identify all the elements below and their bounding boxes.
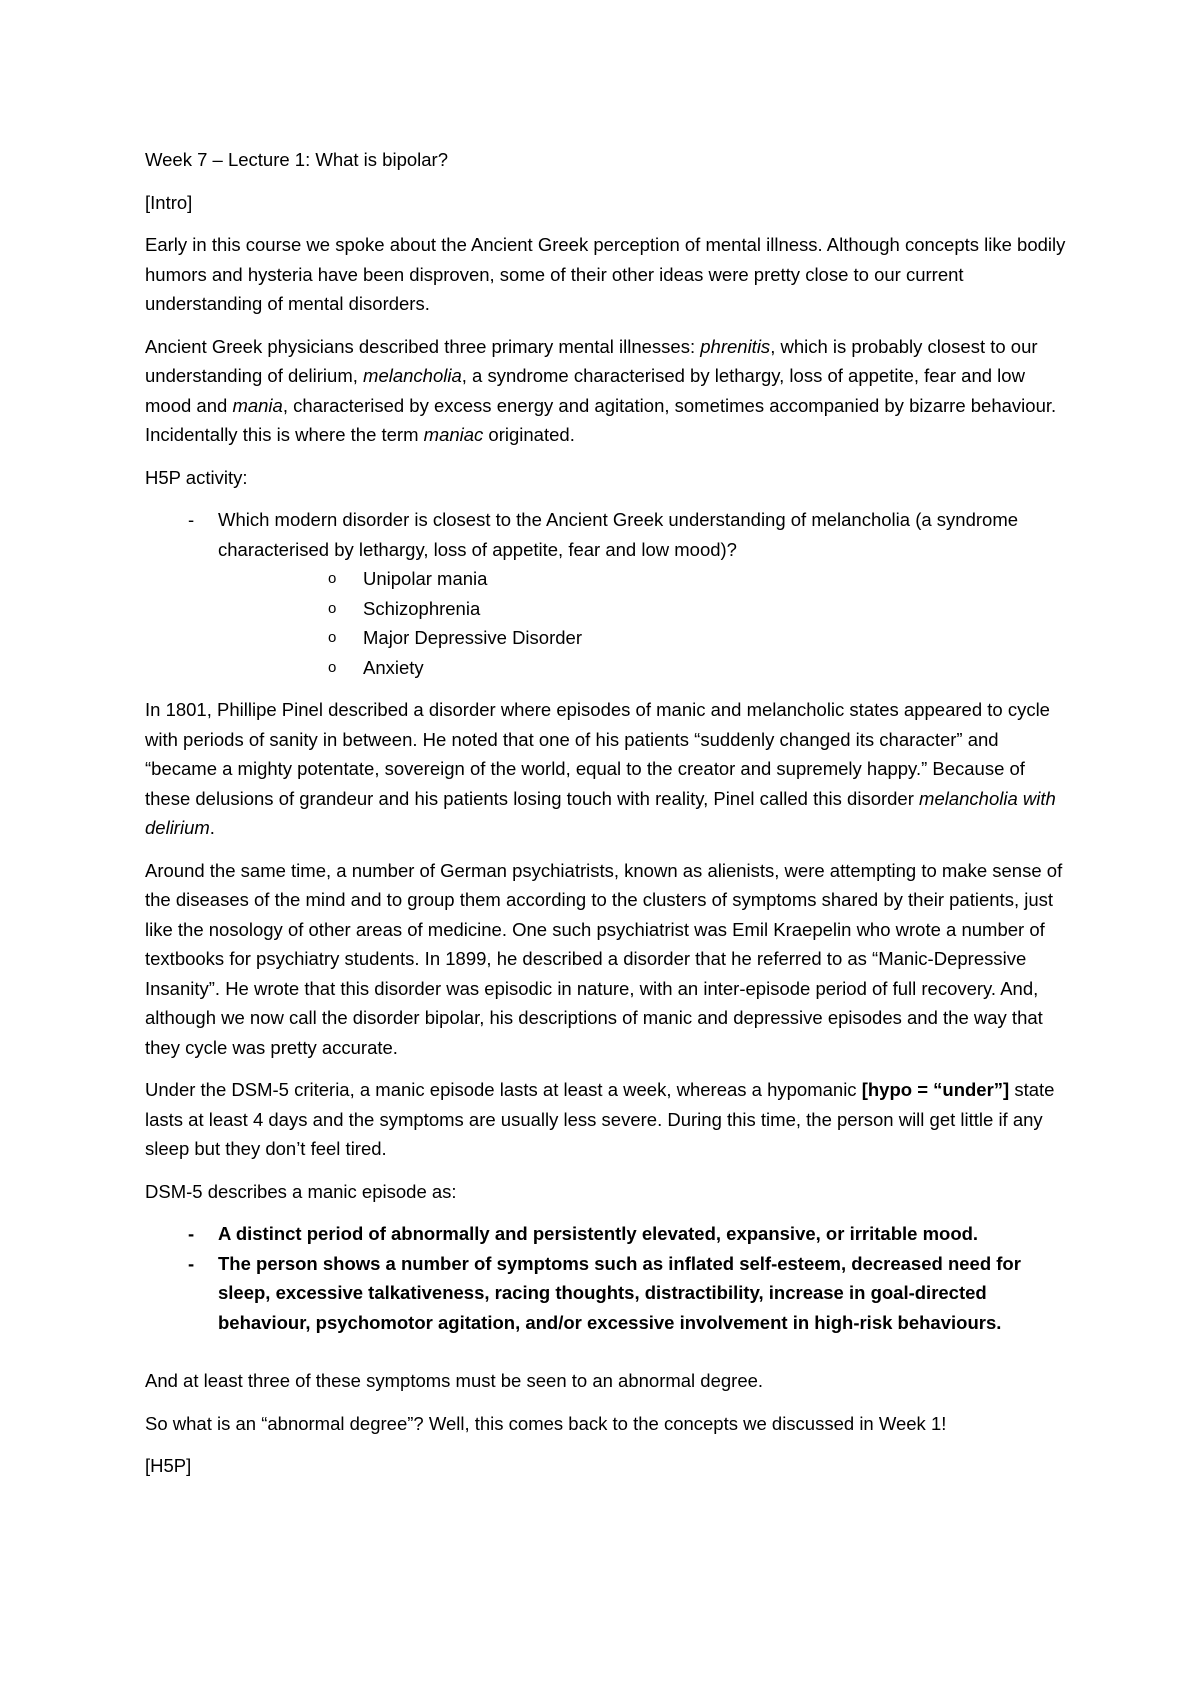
answer-option-label: Schizophrenia	[363, 597, 481, 619]
hypo-definition: [hypo = “under”]	[861, 1079, 1010, 1100]
answer-option-label: Unipolar mania	[363, 568, 488, 589]
dash-bullet-icon: -	[188, 1223, 195, 1244]
document-body	[145, 145, 1070, 1494]
term-maniac: maniac	[423, 424, 484, 445]
term-melancholia: melancholia	[363, 365, 462, 386]
paragraph-kraepelin: Around the same time, a number of German psychiatrists, known as alienists, were attempting to make sense of the diseases of the mind and to group them according to the clusters of symptoms shared by their patients, just like the nosology of other areas of medicine. One such psychiatrist was Emil Kraepelin who wrote a number of textbooks for psychiatry students. In 1899, he described a disorder that he referred to as “Manic-Depressive Insanity”. He wrote that this disorder was episodic in nature, with an inter-episode period of full recovery. And, although we now call the disorder bipolar, his descriptions of manic and depressive episodes and the way that they cycle was pretty accurate.	[145, 859, 1063, 1058]
text-run: Ancient Greek physicians described three primary mental illnesses:	[145, 335, 701, 357]
document-title: Week 7 – Lecture 1: What is bipolar?	[145, 149, 449, 170]
term-phrenitis: phrenitis	[700, 335, 771, 357]
text-run: state lasts at least 4 days and the symptoms are usually less severe. During this time, the person will get little if any sleep but they don’t feel tired.	[145, 1079, 1055, 1159]
h5p-marker: [H5P]	[145, 1455, 192, 1476]
criteria-item	[145, 1249, 1070, 1338]
answer-option-label: Anxiety	[363, 656, 424, 678]
manic-episode-criteria-list	[145, 1219, 1070, 1337]
criteria-text: The person shows a number of symptoms such as inflated self-esteem, decreased need for sleep, excessive talkativeness, racing thoughts, distractibility, increase in goal-directed behaviour, psychomotor agitation, and/or excessive involvement in high-risk behaviours.	[218, 1252, 1021, 1333]
paragraph-dsm5-intro: DSM-5 describes a manic episode as:	[145, 1180, 457, 1202]
paragraph-three-symptoms: And at least three of these symptoms must be seen to an abnormal degree.	[145, 1370, 764, 1391]
term-mania: mania	[232, 394, 283, 416]
answer-option	[218, 623, 1070, 653]
h5p-question-list	[145, 505, 1070, 682]
text-run: , characterised by excess energy and agitation, sometimes accompanied by bizarre behaviour. Incidentally this is where the term	[145, 394, 1057, 445]
term-melancholia-with-delirium: melancholia with delirium	[145, 787, 1056, 838]
question-text: Which modern disorder is closest to the Ancient Greek understanding of melancholia (a syndrome characterised by lethargy, loss of appetite, fear and low mood)?	[218, 509, 1019, 560]
paragraph-pinel	[145, 695, 1070, 843]
dash-bullet-icon: -	[188, 509, 195, 530]
h5p-activity-label: H5P activity:	[145, 466, 248, 488]
circle-bullet-icon: o	[328, 599, 337, 617]
text-run: , a syndrome characterised by lethargy, loss of appetite, fear and low mood and	[145, 365, 1025, 416]
answer-options	[218, 564, 1070, 682]
dash-bullet-icon: -	[188, 1252, 195, 1274]
paragraph-greek-illnesses	[145, 332, 1070, 450]
h5p-question	[145, 505, 1070, 682]
answer-option	[218, 653, 1070, 683]
paragraph-ancient-greek: Early in this course we spoke about the Ancient Greek perception of mental illness. Although concepts like bodily humors and hysteria have been disproven, some of their other ideas were pretty close to our current understanding of mental disorders.	[145, 234, 1066, 314]
answer-option-label: Major Depressive Disorder	[363, 627, 582, 648]
answer-option	[218, 564, 1070, 594]
circle-bullet-icon: o	[328, 658, 337, 676]
paragraph-abnormal-degree: So what is an “abnormal degree”? Well, this comes back to the concepts we discussed in Week 1!	[145, 1412, 947, 1434]
circle-bullet-icon: o	[328, 570, 337, 587]
text-run: .	[209, 817, 215, 838]
answer-option	[218, 594, 1070, 624]
criteria-item	[145, 1219, 1070, 1249]
intro-marker: [Intro]	[145, 191, 193, 213]
paragraph-dsm5-criteria	[145, 1075, 1070, 1164]
text-run: originated.	[483, 424, 575, 445]
criteria-text: A distinct period of abnormally and persistently elevated, expansive, or irritable mood.	[218, 1223, 979, 1244]
text-run: In 1801, Phillipe Pinel described a disorder where episodes of manic and melancholic states appeared to cycle with periods of sanity in between. He noted that one of his patients “suddenly changed its character” and “became a mighty potentate, sovereign of the world, equal to the creator and supremely happy.” Because of these delusions of grandeur and his patients losing touch with reality, Pinel called this disorder	[145, 699, 1050, 809]
text-run: , which is probably closest to our understanding of delirium,	[145, 335, 1038, 386]
circle-bullet-icon: o	[328, 629, 337, 646]
text-run: Under the DSM-5 criteria, a manic episode lasts at least a week, whereas a hypomanic	[145, 1079, 862, 1100]
spacer	[145, 1350, 1070, 1366]
